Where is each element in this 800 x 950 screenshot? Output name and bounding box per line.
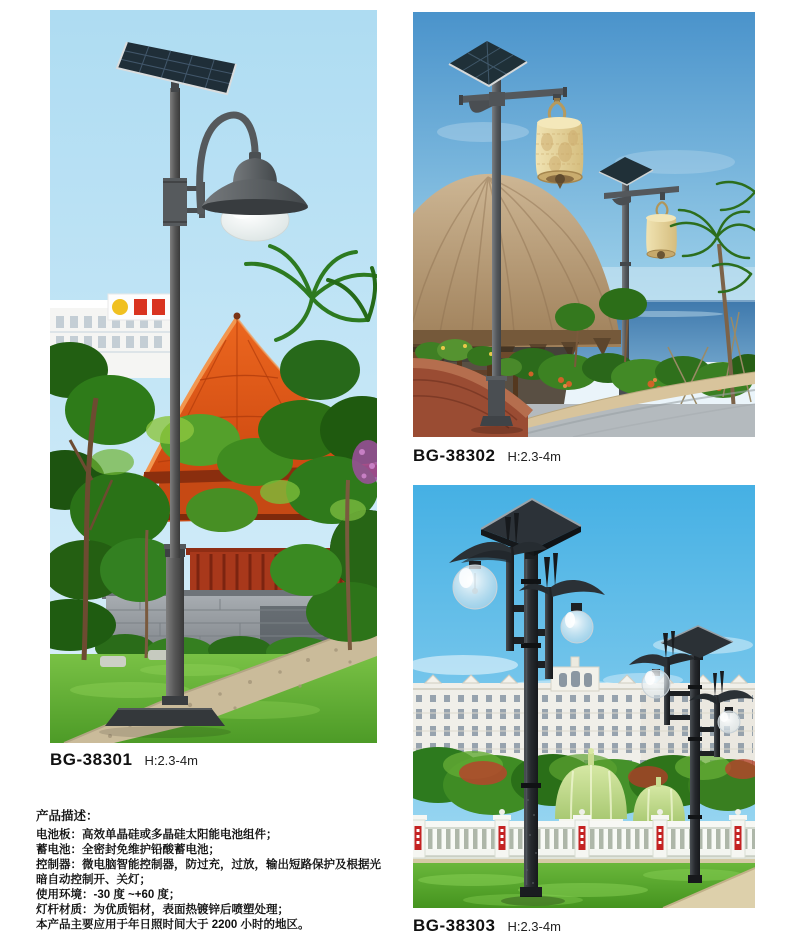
product-photo-bg38303 [413,485,755,908]
product-model: BG-38301 [50,750,133,769]
description-line: 使用环境：-30 度 ~+60 度； [36,889,181,901]
product-photo-bg38301 [50,10,377,743]
seaside-lantern-scene [413,12,755,437]
description-line: 控制器：微电脑智能控制器，防过充，过放，输出短路保护及根据光 [36,859,381,871]
flowering-tree [459,761,507,785]
description-line: 暗自动控制开、关灯； [36,874,151,886]
product-photo-bg38302 [413,12,755,437]
globe-lamp-scene [413,485,755,908]
product-description [36,806,381,933]
description-line: 本产品主要应用于年日照时间大于 2200 小时的地区。 [36,919,310,931]
lawn [413,863,755,908]
cloud [437,122,529,142]
description-title: 产品描述： [36,809,99,823]
pole-base-plate [105,709,225,726]
product-spec: H:2.3-4m [507,449,561,464]
caption-bg38302 [413,446,561,466]
caption-bg38303 [413,916,561,936]
description-line: 电池板：高效单晶硅或多晶硅太阳能电池组件； [36,829,278,841]
product-model: BG-38302 [413,446,496,465]
product-spec: H:2.3-4m [507,919,561,934]
description-line: 灯杆材质：为优质铝材，表面热镀锌后喷塑处理； [36,904,289,916]
description-line: 蓄电池：全密封免维护铅酸蓄电池； [36,844,220,856]
caption-bg38301 [50,750,198,770]
product-model: BG-38303 [413,916,496,935]
garden-lamp-scene [50,10,377,743]
product-spec: H:2.3-4m [144,753,198,768]
rooftop-sign [108,294,172,320]
